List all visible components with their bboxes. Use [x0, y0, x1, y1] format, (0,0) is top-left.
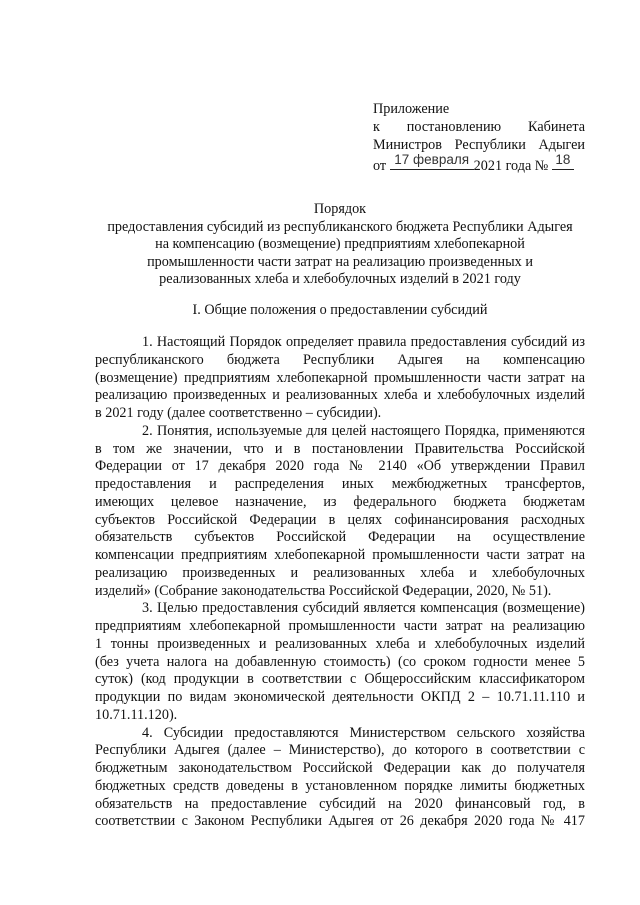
- body-line: предприятиям хлебопекарной промышленности части затрат на реализацию: [95, 618, 585, 634]
- handwritten-date: 17 февраля: [394, 152, 470, 167]
- body-line: реализацию произведенных и реализованных хлеба и хлебобулочных изделий: [95, 387, 585, 404]
- date-fill-line: [390, 154, 474, 170]
- body-line: Республики Адыгея (далее – Министерство), до которого в соответствии с: [95, 742, 585, 759]
- body-line: продукции по видам экономической деятельности ОКПД 2 – 10.71.11.110 и: [95, 689, 585, 705]
- date-suffix: 2021 года №: [473, 158, 549, 174]
- body-text: [95, 334, 585, 831]
- appendix-block: [373, 100, 585, 175]
- appendix-label: Приложение: [373, 101, 450, 117]
- body-line: 2. Понятия, используемые для целей настоящего Порядка, применяются: [142, 422, 585, 439]
- body-line: 3. Целью предоставления субсидий является компенсация (возмещение): [142, 600, 585, 617]
- body-line: в 2021 году (далее соответственно – субсидии).: [95, 405, 382, 421]
- title-line: промышленности части затрат на реализацию произведенных и: [147, 253, 533, 270]
- title-line: предоставления субсидий из республиканского бюджета Республики Адыгея: [107, 218, 573, 235]
- appendix-resolution-line: к постановлению Кабинета: [373, 119, 585, 135]
- document-title: Порядок: [313, 201, 367, 217]
- body-line: республиканского бюджета Республики Адыгея на компенсацию: [95, 351, 585, 368]
- date-prefix: от: [373, 158, 387, 174]
- handwritten-number: 18: [555, 152, 571, 167]
- appendix-cabinet-line: Министров Республики Адыгеи: [373, 137, 585, 153]
- body-line: суток) (код продукции в соответствии с Общероссийским классификатором: [95, 671, 585, 688]
- body-line: имеющих целевое назначение, из федерального бюджета бюджетам: [95, 493, 585, 510]
- document-title-block: [90, 201, 590, 289]
- body-line: изделий» (Собрание законодательства Российской Федерации, 2020, № 51).: [95, 582, 552, 599]
- body-line: (возмещение) предприятиям хлебопекарной промышленности части затрат на: [95, 369, 585, 386]
- body-line: Федерации от 17 декабря 2020 года № 2140 «Об утверждении Правил: [95, 458, 585, 475]
- body-line: соответствии с Законом Республики Адыгея от 26 декабря 2020 года № 417: [95, 813, 585, 830]
- title-line: реализованных хлеба и хлебобулочных изделий в 2021 году: [159, 271, 521, 288]
- body-line: предоставления и распределения иных межбюджетных трансфертов,: [95, 476, 585, 492]
- body-line: субъектов Российской Федерации в целях софинансирования расходных: [95, 511, 585, 528]
- body-line: (без учета налога на добавленную стоимость) (со сроком годности менее 5: [95, 653, 585, 670]
- body-line: бюджетных средств доведены в установленном порядке лимиты бюджетных: [95, 777, 585, 794]
- body-line: 10.71.11.120).: [95, 706, 178, 723]
- body-line: реализацию произведенных и реализованных хлеба и хлебобулочных: [95, 564, 585, 581]
- appendix-date-line: [373, 154, 585, 175]
- body-line: обязательств субъектов Российской Федерации на осуществление: [95, 529, 585, 546]
- body-line: в том же значении, что и в постановлении Правительства Российской: [95, 440, 585, 457]
- body-line: 4. Субсидии предоставляются Министерством сельского хозяйства: [142, 724, 585, 741]
- body-line: обязательств на предоставление субсидий на 2020 финансовый год, в: [95, 795, 585, 812]
- number-fill-line: [552, 154, 574, 170]
- body-line: бюджетным законодательством Российской Федерации как до получателя: [95, 760, 585, 776]
- body-line: 1 тонны произведенных и реализованных хлеба и хлебобулочных изделий: [95, 635, 585, 652]
- body-line: 1. Настоящий Порядок определяет правила предоставления субсидий из: [142, 334, 585, 350]
- body-line: компенсации предприятиям хлебопекарной промышленности части затрат на: [95, 547, 585, 563]
- title-line: на компенсацию (возмещение) предприятиям хлебопекарной: [155, 236, 525, 253]
- section-heading: I. Общие положения о предоставлении субсидий: [192, 302, 488, 318]
